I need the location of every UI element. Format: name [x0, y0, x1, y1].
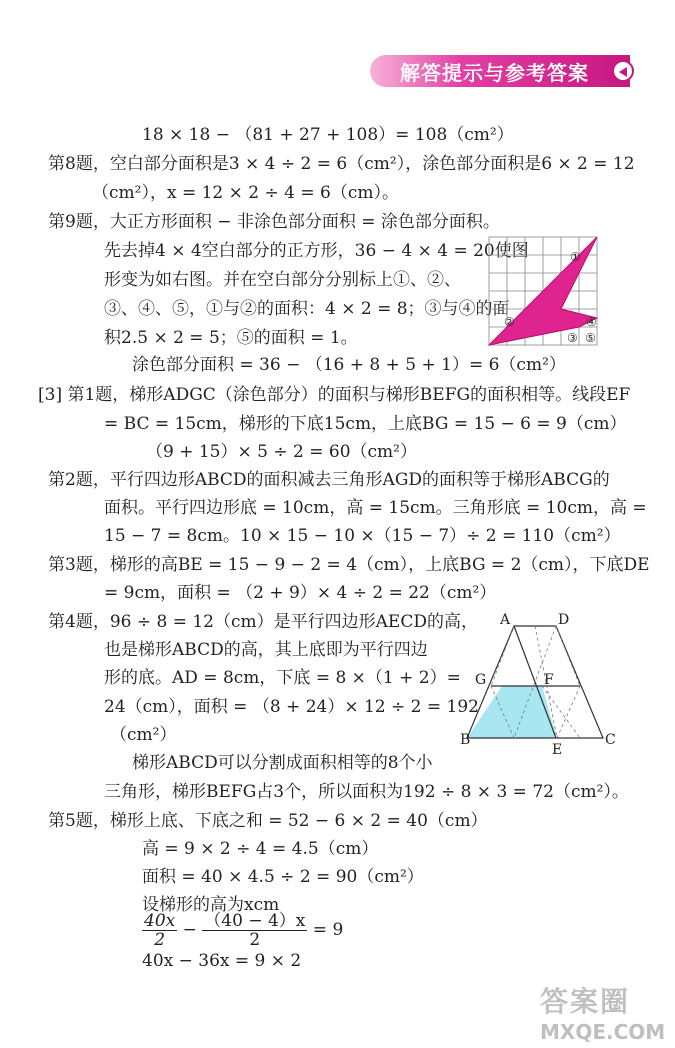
text-line: 第8题，空白部分面积是3 × 4 ÷ 2 = 6（cm²），涂色部分面积是6 × 2 = 12 — [48, 154, 635, 174]
text-line: 梯形ABCD可以分割成面积相等的8个小 — [132, 753, 433, 773]
vertex-label: G — [475, 672, 487, 688]
text-line: = BC = 15cm，梯形的下底15cm，上底BG = 15 − 6 = 9（cm） — [104, 414, 627, 434]
text-line: 第4题，96 ÷ 8 = 12（cm）是平行四边形AECD的高， — [48, 612, 478, 632]
grid-figure — [488, 236, 602, 350]
text-line: 面积 = 40 × 4.5 ÷ 2 = 90（cm²） — [142, 867, 424, 887]
fraction: $\frac{(40 - 4)x}{2}$ — [204, 911, 306, 950]
text-line: 也是梯形ABCD的高，其上底即为平行四边 — [104, 640, 428, 660]
text-line: ③、④、⑤，①与②的面积：4 × 2 = 8；③与④的面 — [104, 299, 510, 319]
watermark-logo: 答案圈 MXQE.COM — [540, 985, 666, 1044]
text-line: 三角形，梯形BEFG占3个，所以面积为192 ÷ 8 × 3 = 72（cm²）。 — [104, 782, 629, 802]
grid-label: ② — [504, 315, 515, 329]
fraction: $\frac{40x}{2}$ — [144, 911, 176, 950]
text-line: （9 + 15）× 5 ÷ 2 = 60（cm²） — [146, 442, 417, 462]
fraction-equation: $\frac{40x}{2}$ − $\frac{(40 - 4)x}{2}$ = 9 — [144, 911, 344, 950]
text-line: 第2题，平行四边形ABCD的面积减去三角形AGD的面积等于梯形ABCG的 — [48, 470, 610, 490]
text-line: 面积。平行四边形底 = 10cm，高 = 15cm。三角形底 = 10cm，高 = — [104, 498, 647, 518]
text-line: （cm²） — [110, 725, 177, 745]
grid-label: ① — [570, 250, 581, 264]
vertex-label: F — [544, 672, 554, 688]
text-line: 15 − 7 = 8cm。10 × 15 − 10 ×（15 − 7）÷ 2 = 110（cm²） — [104, 526, 621, 546]
vertex-label: E — [552, 742, 563, 758]
text-line: 先去掉4 × 4空白部分的正方形，36 − 4 × 4 = 20使图 — [104, 241, 529, 261]
vertex-label: C — [605, 732, 616, 748]
text-line: 设梯形的高为xcm — [142, 895, 280, 915]
grid-label: ⑤ — [585, 331, 596, 345]
grid-label: ③ — [567, 331, 578, 345]
text-line: = 9cm，面积 = （2 + 9）× 4 ÷ 2 = 22（cm²） — [104, 583, 497, 603]
text-line: 涂色部分面积 = 36 − （16 + 8 + 5 + 1）= 6（cm²） — [132, 355, 566, 375]
text-line: 40x − 36x = 9 × 2 — [142, 951, 302, 971]
vertex-label: A — [500, 612, 511, 628]
text-line: 形变为如右图。并在空白部分分别标上①、②、 — [104, 270, 461, 290]
text-line: 积2.5 × 2 = 5；⑤的面积 = 1。 — [104, 328, 358, 348]
back-arrow-icon[interactable] — [612, 60, 634, 82]
trapezoid-figure — [460, 610, 627, 758]
text-line: 第9题，大正方形面积 − 非涂色部分面积 = 涂色部分面积。 — [48, 212, 500, 232]
text-line: 高 = 9 × 2 ÷ 4 = 4.5（cm） — [142, 839, 379, 859]
vertex-label: D — [558, 612, 570, 628]
text-line: （cm²），x = 12 × 2 ÷ 4 = 6（cm）。 — [92, 183, 399, 203]
section-title: 解答提示与参考答案 — [400, 61, 589, 85]
text-line: 第5题，梯形上底、下底之和 = 52 − 6 × 2 = 40（cm） — [48, 811, 488, 831]
text-line: 18 × 18 − （81 + 27 + 108）= 108（cm²） — [142, 125, 514, 145]
text-line: 24（cm），面积 = （8 + 24）× 12 ÷ 2 = 192 — [104, 697, 479, 717]
grid-label: ④ — [586, 315, 597, 329]
text-line: 第3题，梯形的高BE = 15 − 9 − 2 = 4（cm），上底BG = 2（cm），下底DE — [48, 555, 650, 575]
text-line: 形的底。AD = 8cm，下底 = 8 ×（1 + 2）= — [104, 668, 461, 688]
vertex-label: B — [460, 732, 471, 748]
text-line: [3] 第1题，梯形ADGC（涂色部分）的面积与梯形BEFG的面积相等。线段EF — [38, 385, 631, 405]
